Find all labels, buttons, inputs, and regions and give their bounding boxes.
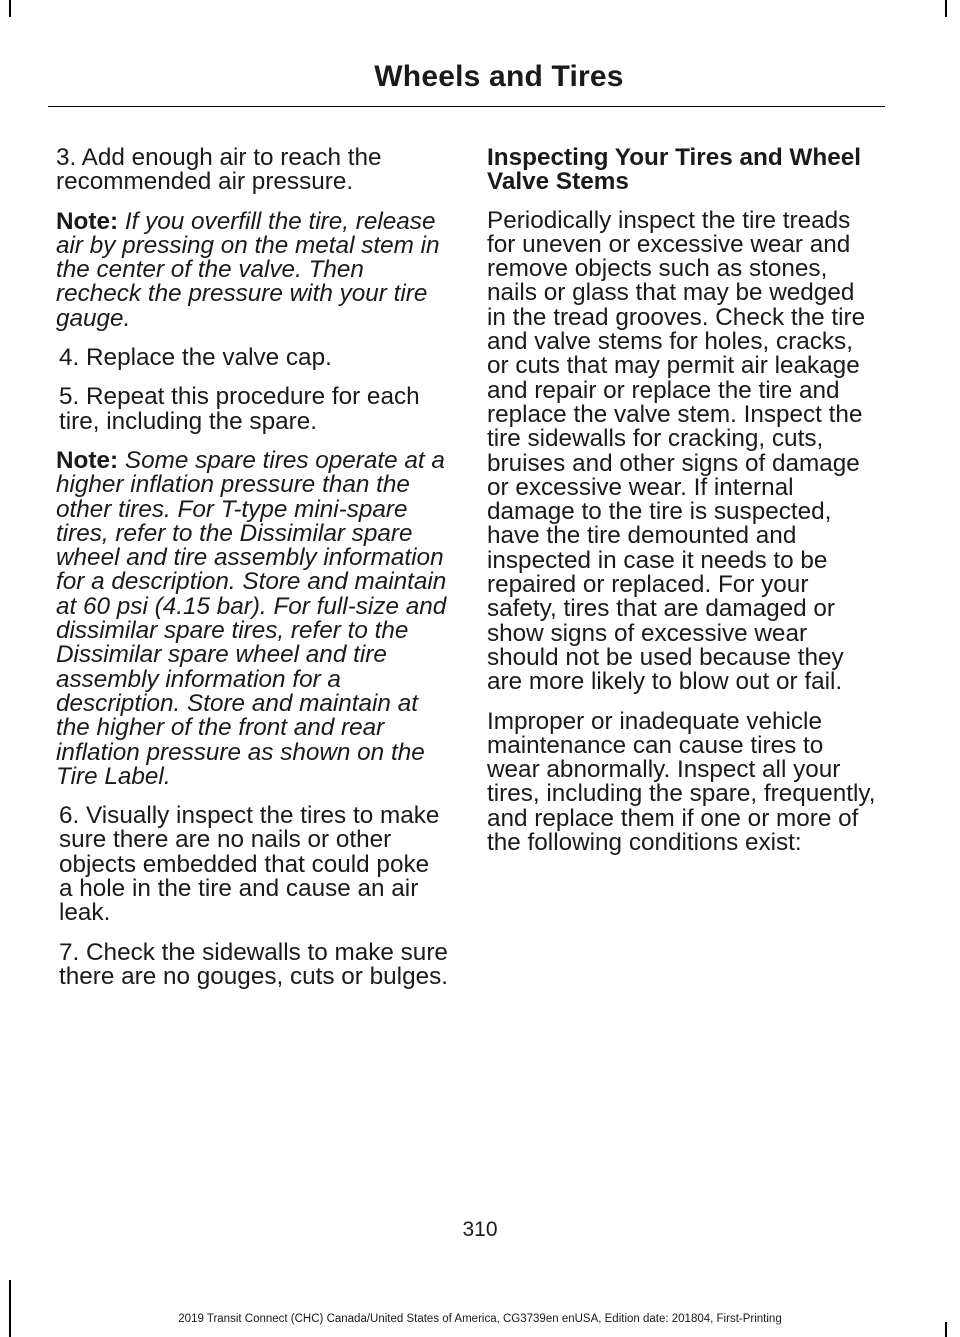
section-heading: Inspecting Your Tires and Wheel Valve Stems (487, 144, 861, 196)
inspection-paragraph: Periodically inspect the tire treads for uneven or excessive wear and remove objects such as stones, nails or glass that may be wedged in the tread grooves. Check the tire and valve stems for holes, cracks, or cuts that may permit air leakage and repair or replace the tire and replace the valve stem. Inspect the tire sidewalls for cracking, cuts, bruises and other signs of damage or excessive wear. If internal damage to the tire is suspected, have the tire demounted and inspected in case it needs to be repaired or replaced. For your safety, tires that are damaged or show signs of excessive wear should not be used because they are more likely to blow out or fail. (487, 206, 866, 696)
maintenance-paragraph: Improper or inadequate vehicle maintenance can cause tires to wear abnormally. Inspect all your tires, including the spare, frequently, and replace them if one or more of the following conditions exist: (487, 707, 876, 857)
note-overfill (56, 207, 448, 332)
crop-mark-bottom-left (9, 1280, 11, 1337)
note-spare-tires (56, 446, 448, 790)
step-3: 3. Add enough air to reach the recommended air pressure. (56, 144, 382, 196)
right-column (487, 146, 879, 870)
header-divider (48, 106, 885, 107)
note-label: Note: (56, 446, 119, 474)
note-text: If you overfill the tire, release air by pressing on the metal stem in the center of the valve. Then recheck the pressure with your tire gauge. (56, 207, 440, 332)
page-number: 310 (462, 1218, 498, 1241)
note-label: Note: (56, 207, 119, 235)
crop-mark-top-right (945, 0, 947, 17)
page-title: Wheels and Tires (374, 60, 624, 93)
left-column (56, 146, 448, 1004)
note-text: Some spare tires operate at a higher inflation pressure than the other tires. For T-type mini-spare tires, refer to the Dissimilar spare wheel and tire assembly information for a description. Store and maintain at 60 psi (4.15 bar). For full-size and dissimilar spare tires, refer to the Dissimilar spare wheel and tire assembly information for a description. Store and maintain at the higher of the front and rear inflation pressure as shown on the Tire Label. (56, 446, 447, 790)
step-5: 5. Repeat this procedure for each tire, including the spare. (59, 383, 420, 435)
crop-mark-top-left (9, 0, 11, 17)
step-6: 6. Visually inspect the tires to make sure there are no nails or other objects embedded that could poke a hole in the tire and cause an air leak. (59, 802, 440, 927)
edition-footer: 2019 Transit Connect (CHC) Canada/United States of America, CG3739en enUSA, Edition date: 201804, First-Printing (178, 1313, 782, 1325)
step-4: 4. Replace the valve cap. (59, 344, 332, 372)
step-7: 7. Check the sidewalls to make sure there are no gouges, cuts or bulges. (59, 938, 448, 990)
